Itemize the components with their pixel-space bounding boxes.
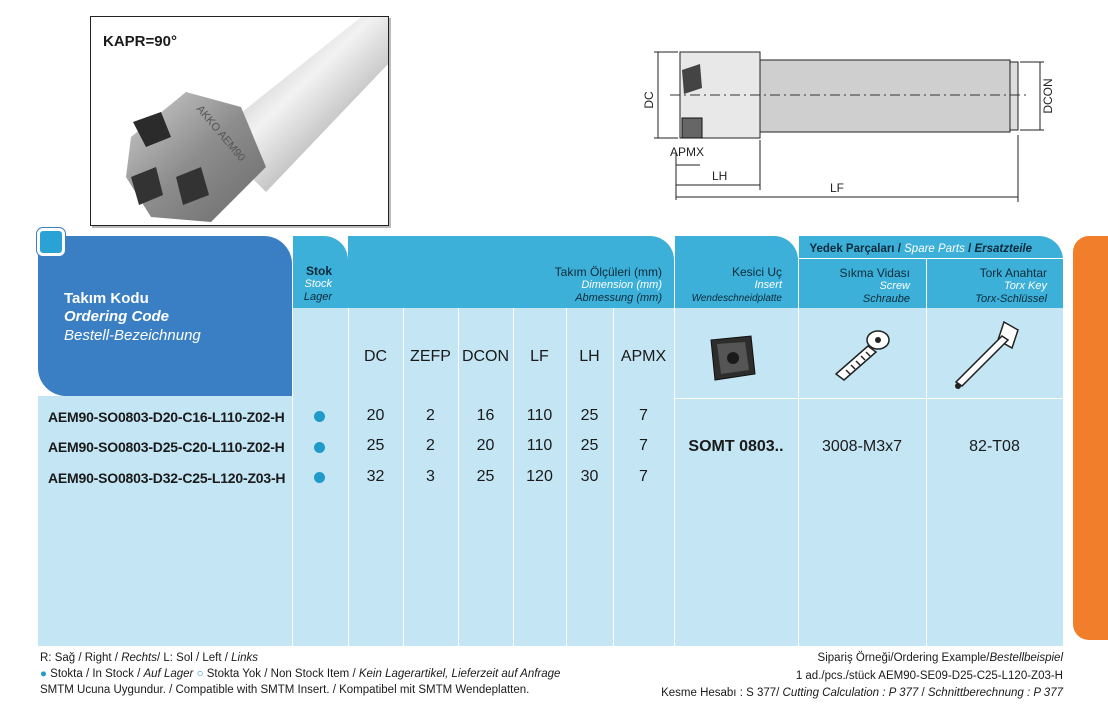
stock-dot bbox=[314, 442, 325, 453]
stock-dot bbox=[314, 472, 325, 483]
cutting-calculation: Kesme Hesabı : S 377/ Cutting Calculation : P 377 / Schnittberechnung : P 377 bbox=[661, 687, 1063, 699]
ordering-example-title: Sipariş Örneği/Ordering Example/Bestellbeispiel bbox=[817, 652, 1063, 664]
footer-legend-2: ● Stokta / In Stock / Auf Lager ○ Stokta Yok / Non Stock Item / Kein Lagerartikel, Lieferzeit auf Anfrage bbox=[40, 668, 561, 680]
col-dcon: DCON bbox=[461, 348, 510, 365]
col-lh: LH bbox=[579, 348, 600, 365]
col-apmx: APMX bbox=[620, 348, 667, 365]
lf-label: LF bbox=[830, 181, 845, 195]
col-dc: DC bbox=[363, 348, 388, 365]
col-zefp: ZEFP bbox=[410, 348, 451, 365]
screw-value: 3008-M3x7 bbox=[821, 438, 903, 455]
ordering-code-header: Takım Kodu Ordering Code Bestell-Bezeichnung bbox=[38, 236, 292, 396]
dcon-label: DCON bbox=[1041, 78, 1055, 114]
dc-label: DC bbox=[642, 91, 656, 109]
stock-dot bbox=[314, 411, 325, 422]
footer-legend-3: SMTM Ucuna Uygundur. / Compatible with SMTM Insert. / Kompatibel mit SMTM Wendeplatten. bbox=[40, 684, 530, 696]
drawing-svg bbox=[640, 40, 1060, 215]
catalog-icon bbox=[37, 228, 65, 256]
apmx-label: APMX bbox=[670, 145, 705, 159]
technical-drawing bbox=[640, 40, 1060, 215]
torx-key-icon bbox=[952, 318, 1028, 392]
screw-icon bbox=[830, 326, 892, 386]
row-code: AEM90-SO0803-D32-C25-L120-Z03-H bbox=[48, 470, 286, 486]
section-tab bbox=[1073, 236, 1108, 640]
lh-label: LH bbox=[712, 169, 728, 183]
svg-text:AKKO AEM90: AKKO AEM90 bbox=[193, 103, 248, 164]
kapr-label: KAPR=90° bbox=[103, 33, 177, 50]
row-code: AEM90-SO0803-D25-C20-L110-Z02-H bbox=[48, 439, 285, 455]
table-body bbox=[38, 396, 1063, 646]
insert-icon bbox=[705, 334, 757, 382]
key-value: 82-T08 bbox=[969, 438, 1020, 455]
row-code: AEM90-SO0803-D20-C16-L110-Z02-H bbox=[48, 409, 285, 425]
insert-value: SOMT 0803.. bbox=[688, 438, 784, 455]
footer-legend-1: R: Sağ / Right / Rechts/ L: Sol / Left / Links bbox=[40, 652, 258, 664]
col-lf: LF bbox=[530, 348, 549, 365]
tool-photo bbox=[90, 16, 389, 226]
ordering-example: 1 ad./pcs./stück AEM90-SE09-D25-C25-L120-Z03-H bbox=[795, 670, 1063, 682]
